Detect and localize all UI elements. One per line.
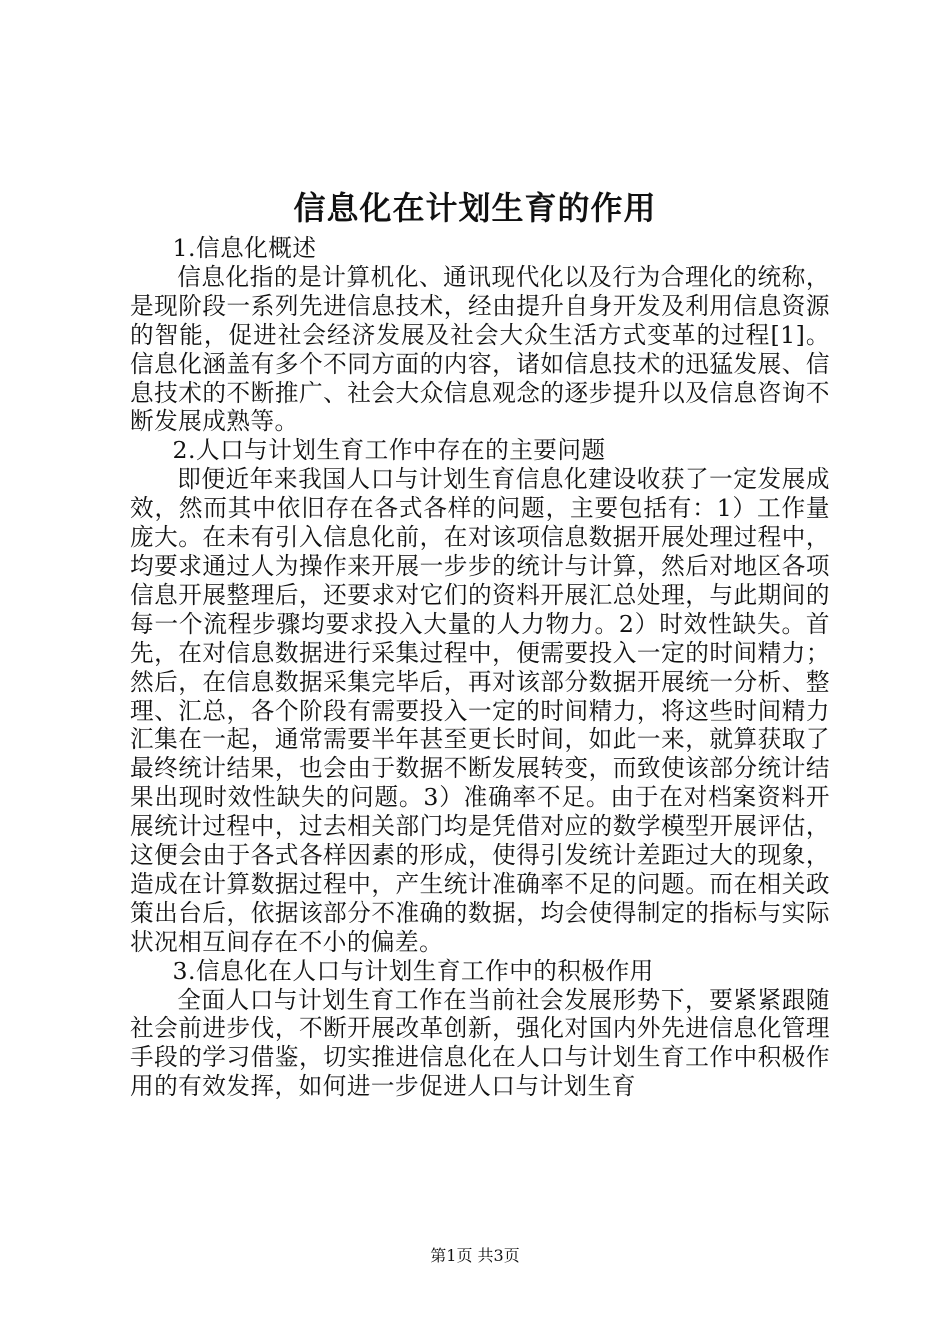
- paragraph-1: 信息化指的是计算机化、通讯现代化以及行为合理化的统称，是现阶段一系列先进信息技术，经由提升自身开发及利用信息资源的智能，促进社会经济发展及社会大众生活方式变革的过程[1]。信息化涵盖有多个不同方面的内容，诸如信息技术的迅猛发展、信息技术的不断推广、社会大众信息观念的逐步提升以及信息咨询不断发展成熟等。: [130, 262, 830, 436]
- section-heading-3: 3.信息化在人口与计划生育工作中的积极作用: [172, 956, 654, 985]
- section-heading-1: 1.信息化概述: [172, 234, 317, 262]
- page-number-footer: 第1页 共3页: [430, 1246, 520, 1265]
- document-title: 信息化在计划生育的作用: [293, 189, 657, 227]
- paragraph-3: 全面人口与计划生育工作在当前社会发展形势下，要紧紧跟随社会前进步伐，不断开展改革创新，强化对国内外先进信息化管理手段的学习借鉴，切实推进信息化在人口与计划生育工作中积极作用的有效发挥，如何进一步促进人口与计划生育: [130, 985, 830, 1101]
- section-heading-2: 2.人口与计划生育工作中存在的主要问题: [172, 436, 606, 465]
- document-body: [130, 234, 830, 1101]
- paragraph-2: 即便近年来我国人口与计划生育信息化建设收获了一定发展成效，然而其中依旧存在各式各样的问题，主要包括有：1）工作量庞大。在未有引入信息化前，在对该项信息数据开展处理过程中，均要求通过人为操作来开展一步步的统计与计算，然后对地区各项信息开展整理后，还要求对它们的资料开展汇总处理，与此期间的每一个流程步骤均要求投入大量的人力物力。2）时效性缺失。首先，在对信息数据进行采集过程中，便需要投入一定的时间精力；然后，在信息数据采集完毕后，再对该部分数据开展统一分析、整理、汇总，各个阶段有需要投入一定的时间精力，将这些时间精力汇集在一起，通常需要半年甚至更长时间，如此一来，就算获取了最终统计结果，也会由于数据不断发展转变，而致使该部分统计结果出现时效性缺失的问题。3）准确率不足。由于在对档案资料开展统计过程中，过去相关部门均是凭借对应的数学模型开展评估，这便会由于各式各样因素的形成，使得引发统计差距过大的现象，造成在计算数据过程中，产生统计准确率不足的问题。而在相关政策出台后，依据该部分不准确的数据，均会使得制定的指标与实际状况相互间存在不小的偏差。: [130, 465, 830, 956]
